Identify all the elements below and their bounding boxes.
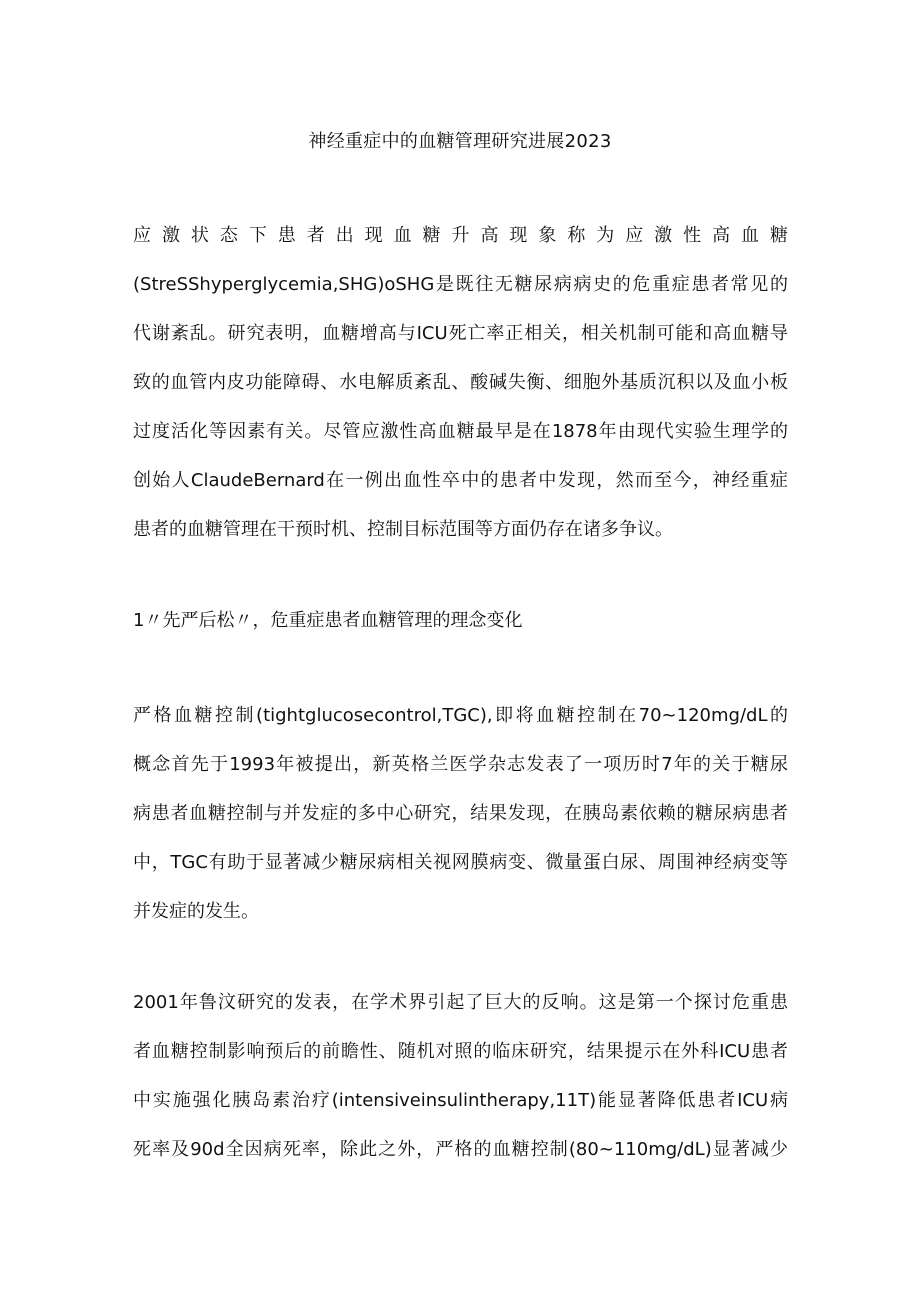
paragraph-line: 严格血糖控制(tightglucosecontrol,TGC),即将血糖控制在70~120mg/dL的 [133, 705, 788, 726]
paragraph-line: 概念首先于1993年被提出，新英格兰医学杂志发表了一项历时7年的关于糖尿 [133, 754, 788, 775]
section-paragraph-leuven [133, 978, 788, 1174]
paragraph-line: 患者的血糖管理在干预时机、控制目标范围等方面仍存在诸多争议。 [133, 519, 673, 540]
section-paragraph-tgc [133, 691, 788, 936]
paragraph-line: 2001年鲁汶研究的发表，在学术界引起了巨大的反响。这是第一个探讨危重患 [133, 992, 788, 1013]
paragraph-line: 过度活化等因素有关。尽管应激性高血糖最早是在1878年由现代实验生理学的 [133, 421, 788, 442]
paragraph-line: 中实施强化胰岛素治疗(intensiveinsulintherapy,11T)能显著降低患者ICU病 [133, 1090, 788, 1111]
page-title: 神经重症中的血糖管理研究进展2023 [308, 131, 612, 152]
paragraph-line: 应激状态下患者出现血糖升高现象称为应激性高血糖 [133, 225, 788, 246]
paragraph-line: 致的血管内皮功能障碍、水电解质紊乱、酸碱失衡、细胞外基质沉积以及血小板 [133, 372, 788, 393]
intro-paragraph [133, 211, 788, 554]
paragraph-line: 并发症的发生。 [133, 901, 259, 922]
paragraph-line: (StreSShyperglycemia,SHG)oSHG是既往无糖尿病病史的危重症患者常见的 [133, 274, 788, 295]
paragraph-line: 创始人ClaudeBernard在一例出血性卒中的患者中发现，然而至今，神经重症 [133, 470, 788, 491]
paragraph-line: 代谢紊乱。研究表明，血糖增高与ICU死亡率正相关，相关机制可能和高血糖导 [133, 323, 788, 344]
section-heading: 1〃先严后松〃，危重症患者血糖管理的理念变化 [133, 610, 523, 631]
paragraph-line: 中，TGC有助于显著减少糖尿病相关视网膜病变、微量蛋白尿、周围神经病变等 [133, 852, 788, 873]
paragraph-line: 死率及90d全因病死率，除此之外，严格的血糖控制(80~110mg∕dL)显著减少 [133, 1139, 788, 1160]
paragraph-line: 病患者血糖控制与并发症的多中心研究，结果发现，在胰岛素依赖的糖尿病患者 [133, 803, 788, 824]
paragraph-line: 者血糖控制影响预后的前瞻性、随机对照的临床研究，结果提示在外科ICU患者 [133, 1041, 788, 1062]
